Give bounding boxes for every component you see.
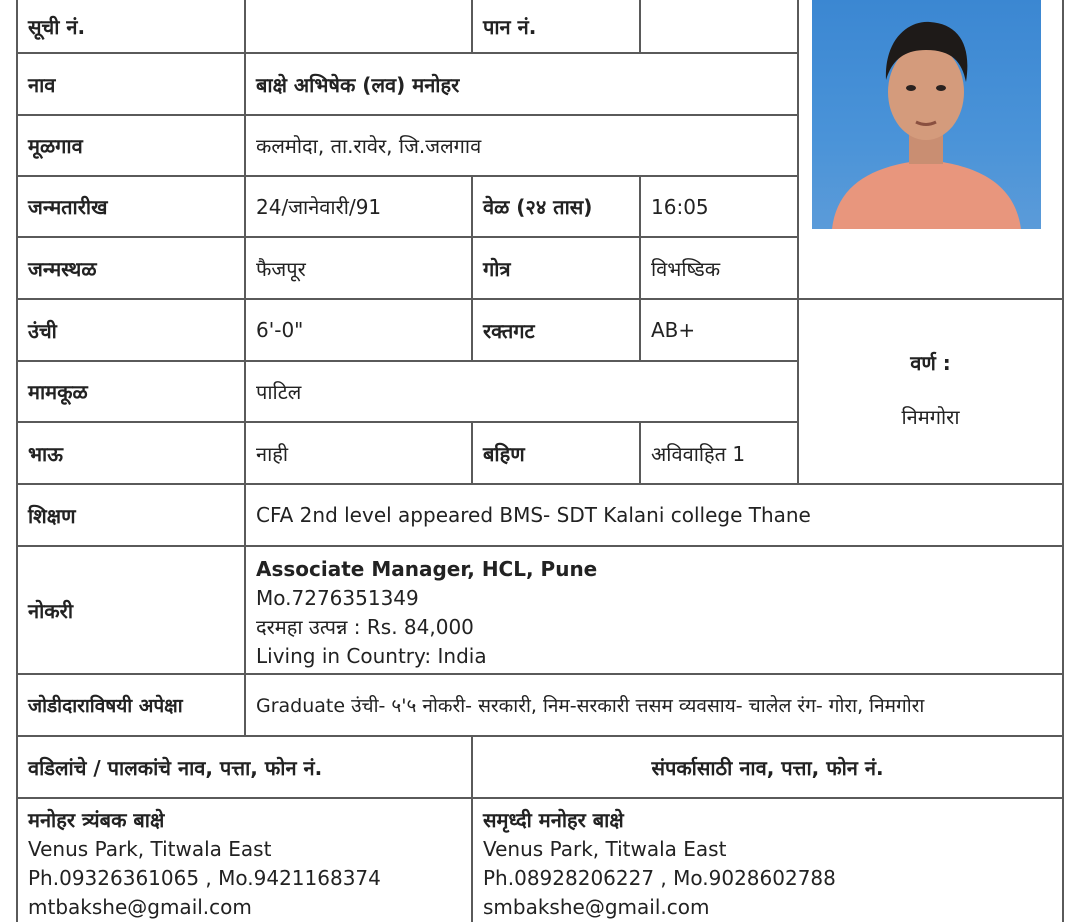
name-label: नाव [28,72,56,97]
job-title: Associate Manager, HCL, Pune [256,557,598,581]
contact-phone: Ph.08928206227 , Mo.9028602788 [483,866,836,890]
page-number-label: पान नं. [483,14,537,39]
job-income: दरमहा उत्पन्न : Rs. 84,000 [256,615,474,639]
maternal-clan-value: पाटिल [256,380,302,404]
parents-phone: Ph.09326361065 , Mo.9421168374 [28,866,381,890]
parents-details [18,799,471,922]
person-portrait-icon [812,0,1041,229]
complexion-label: वर्ण : [910,350,951,375]
birth-place-value: फैजपूर [256,256,306,281]
native-place-label: मूळगाव [28,134,83,158]
contact-name: समृध्दी मनोहर बाक्षे [483,808,624,832]
rule [1062,0,1064,922]
contact-details [473,799,1062,922]
parents-email: mtbakshe@gmail.com [28,895,252,919]
gotra-label: गोत्र [483,256,511,281]
maternal-clan-label: मामकूळ [28,380,88,404]
contact-address: Venus Park, Titwala East [483,837,727,861]
parents-header: वडिलांचे / पालकांचे नाव, पत्ता, फोन नं. [28,755,323,780]
job-country: Living in Country: India [256,644,487,668]
birth-place-label: जन्मस्थळ [28,256,97,281]
height-label: उंची [28,318,57,343]
partner-expectation-value: Graduate उंची- ५'५ नोकरी- सरकारी, निम-सरकारी त्तसम व्यवसाय- चालेल रंग- गोरा, निमगोरा [256,695,925,717]
complexion-value: निमगोरा [901,404,960,429]
parents-address: Venus Park, Titwala East [28,837,272,861]
blood-group-value: AB+ [651,318,696,342]
birth-time-label: वेळ (२४ तास) [483,195,593,219]
sister-label: बहिण [483,441,525,466]
list-number-value [246,0,471,52]
birth-date-value: 24/जानेवारी/91 [256,195,382,219]
profile-photo [812,0,1041,229]
height-value: 6'-0" [256,318,304,342]
list-number-label: सूची नं. [28,14,86,39]
blood-group-label: रक्तगट [483,318,535,343]
birth-date-label: जन्मतारीख [28,195,108,219]
name-value: बाक्षे अभिषेक (लव) मनोहर [256,72,460,97]
page-number-value [641,0,797,52]
gotra-value: विभष्डिक [651,256,721,281]
job-label: नोकरी [28,598,73,623]
education-value: CFA 2nd level appeared BMS- SDT Kalani college Thane [256,503,811,527]
brother-label: भाऊ [28,441,63,466]
partner-expectation-label: जोडीदाराविषयी अपेक्षा [28,695,183,717]
sister-value: अविवाहित 1 [651,441,746,466]
birth-time-value: 16:05 [651,194,709,219]
contact-email: smbakshe@gmail.com [483,895,710,919]
job-mobile: Mo.7276351349 [256,586,419,610]
parents-name: मनोहर त्र्यंबक बाक्षे [28,808,165,832]
contact-header: संपर्कासाठी नाव, पत्ता, फोन नं. [651,755,884,780]
education-label: शिक्षण [28,503,76,528]
brother-value: नाही [256,441,289,466]
native-place-value: कलमोदा, ता.रावेर, जि.जलगाव [256,134,482,158]
job-value [246,547,1062,673]
